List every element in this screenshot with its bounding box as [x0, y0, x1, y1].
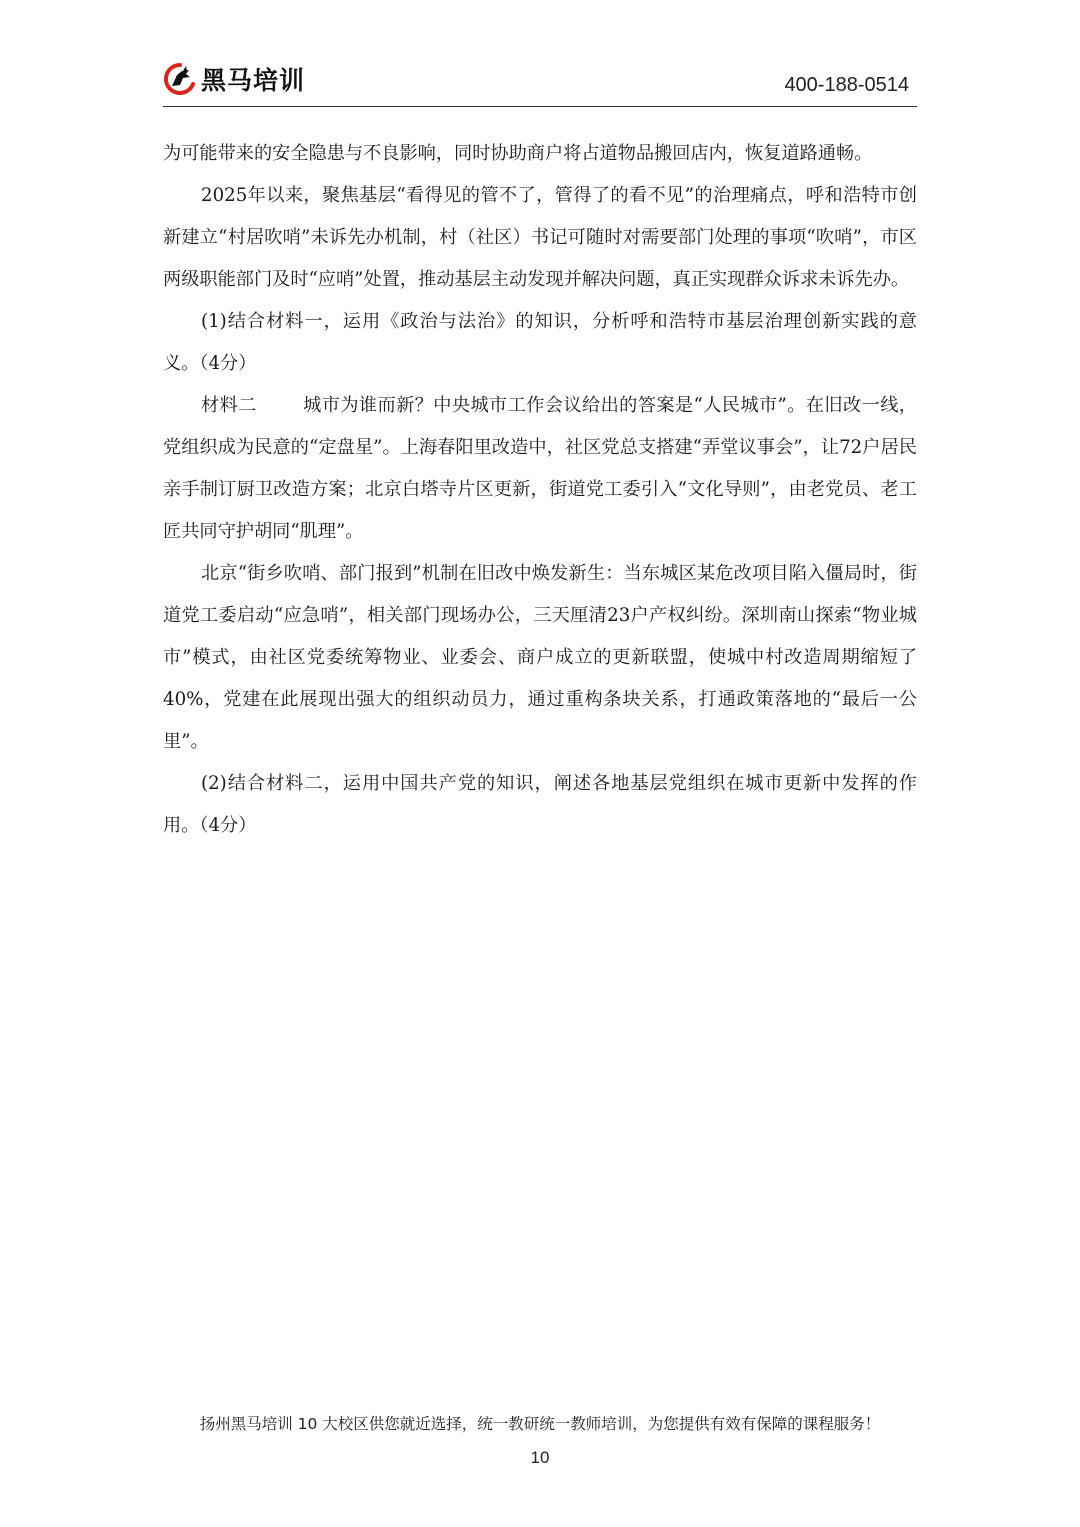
paragraph-hohhot-whistle: 2025年以来，聚焦基层“看得见的管不了，管得了的看不见”的治理痛点，呼和浩特市创新建立“村居吹哨”未诉先办机制，村（社区）书记可随时对需要部门处理的事项“吹哨”，市区两级职能部门及时“应哨”处置，推动基层主动发现并解决问题，真正实现群众诉求未诉先办。 [163, 185, 917, 290]
question-2: (2)结合材料二，运用中国共产党的知识，阐述各地基层党组织在城市更新中发挥的作用。（4分） [163, 773, 917, 836]
document-body [163, 133, 917, 847]
material-2 [163, 385, 917, 553]
brand-name: 黑马培训 [201, 66, 306, 95]
material-2-text: 城市为谁而新？中央城市工作会议给出的答案是“人民城市”。在旧改一线，党组织成为民意的“定盘星”。上海春阳里改造中，社区党总支搭建“弄堂议事会”，让72户居民亲手制订厨卫改造方案；北京白塔寺片区更新，街道党工委引入“文化导则”，由老党员、老工匠共同守护胡同“肌理”。 [163, 395, 917, 542]
phone-number: 400-188-0514 [784, 74, 909, 96]
page-header [163, 52, 917, 107]
paragraph-beijing-shenzhen: 北京“街乡吹哨、部门报到”机制在旧改中焕发新生：当东城区某危改项目陷入僵局时，街道党工委启动“应急哨”，相关部门现场办公，三天厘清23户产权纠纷。深圳南山探索“物业城市”模式，由社区党委统筹物业、业委会、商户成立的更新联盟，使城中村改造周期缩短了40%，党建在此展现出强大的组织动员力，通过重构条块关系，打通政策落地的“最后一公里”。 [163, 563, 917, 752]
horse-logo-icon [163, 62, 197, 96]
question-1: (1)结合材料一，运用《政治与法治》的知识，分析呼和浩特市基层治理创新实践的意义。（4分） [163, 311, 917, 374]
brand-logo [163, 60, 305, 98]
paragraph-continuation: 为可能带来的安全隐患与不良影响，同时协助商户将占道物品搬回店内，恢复道路通畅。 [163, 143, 873, 164]
footer-slogan: 扬州黑马培训 10 大校区供您就近选择，统一教研统一教师培训，为您提供有效有保障的课程服务！ [199, 1415, 881, 1433]
material-2-label: 材料二 [201, 395, 257, 416]
page-number: 10 [530, 1448, 550, 1467]
